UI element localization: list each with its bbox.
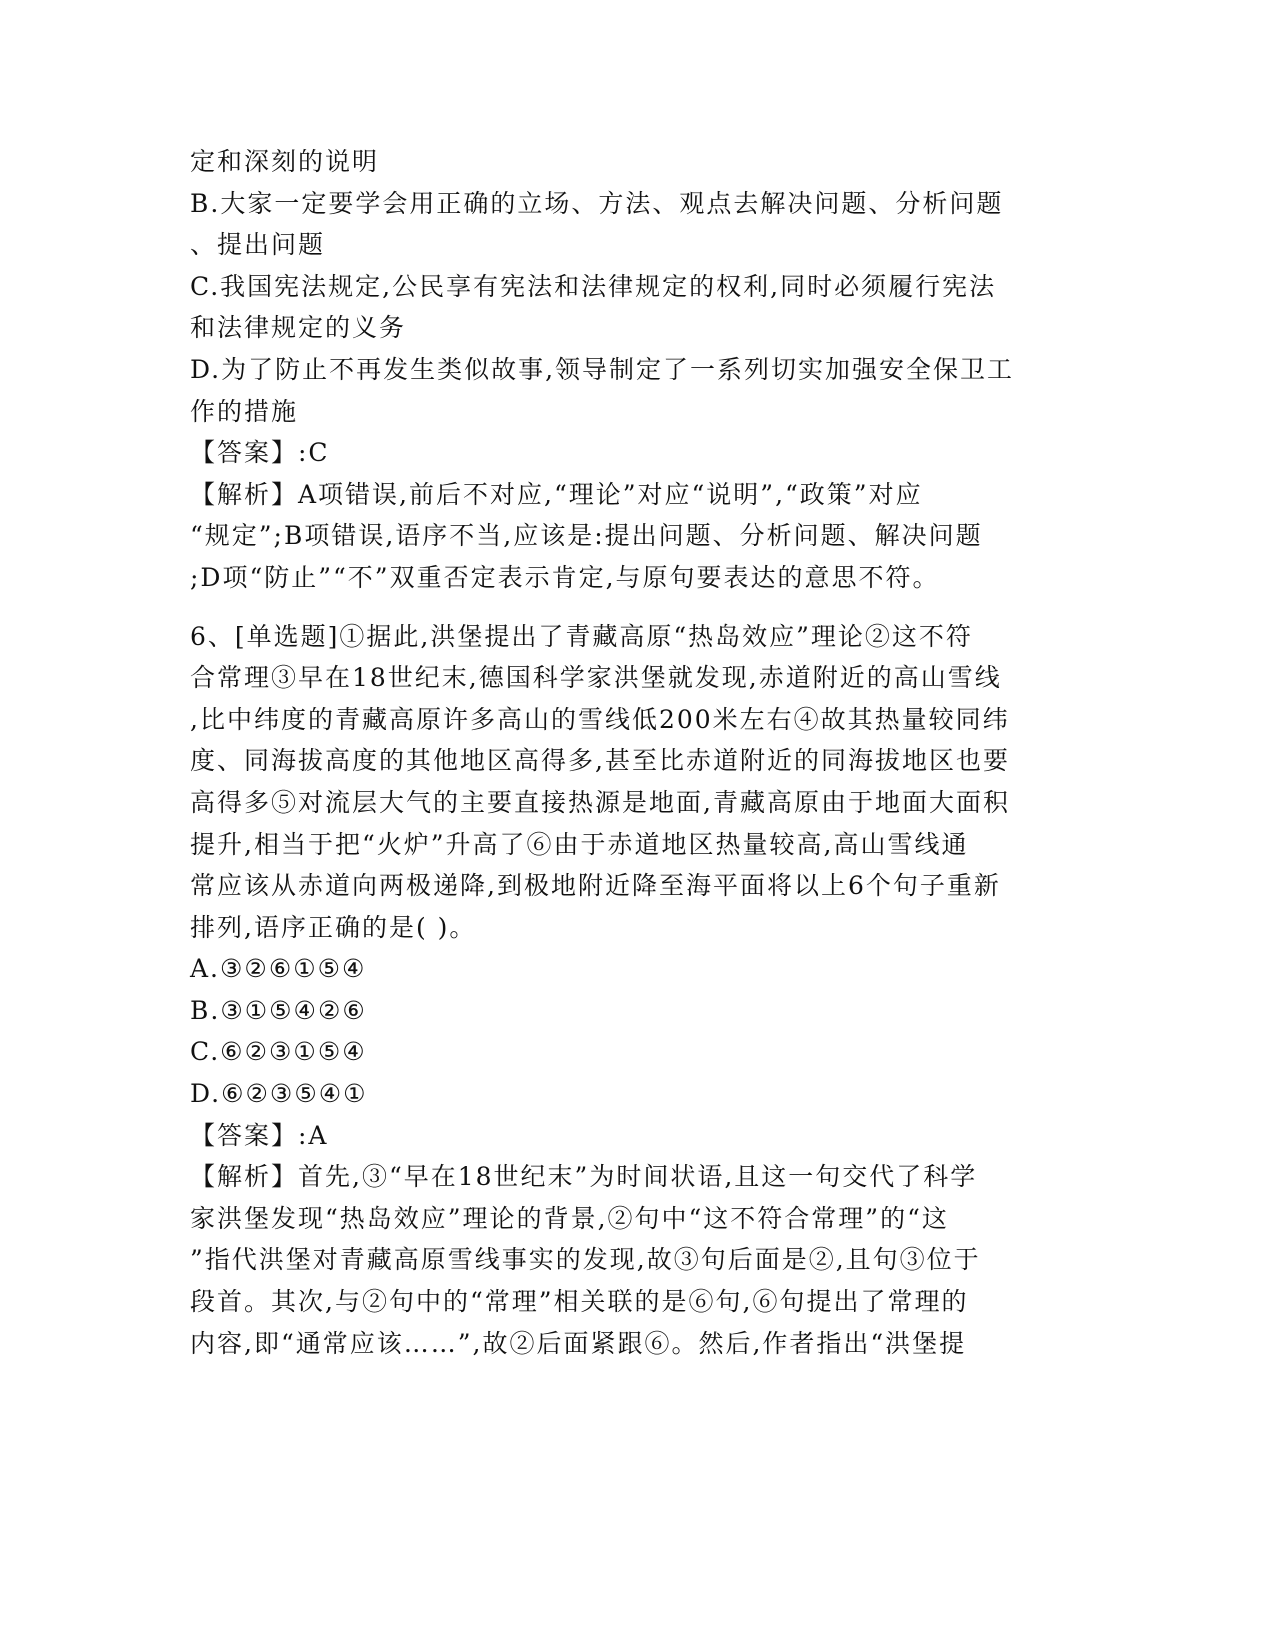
analysis-line-3: ”指代洪堡对青藏高原雪线事实的发现,故③句后面是②,且句③位于 <box>190 1245 981 1274</box>
option-d-line-1: D.为了防止不再发生类似故事,领导制定了一系列切实加强安全保卫工 <box>190 355 1015 384</box>
analysis-line-4: 段首。其次,与②句中的“常理”相关联的是⑥句,⑥句提出了常理的 <box>190 1287 969 1316</box>
option-b-line-2: 、提出问题 <box>190 230 326 259</box>
analysis-line-2: 家洪堡发现“热岛效应”理论的背景,②句中“这不符合常理”的“这 <box>190 1204 949 1233</box>
analysis-line-5: 内容,即“通常应该……”,故②后面紧跟⑥。然后,作者指出“洪堡提 <box>190 1329 967 1358</box>
analysis-line-2: “规定”;B项错误,语序不当,应该是:提出问题、分析问题、解决问题 <box>190 521 983 550</box>
question-stem-line-8: 排列,语序正确的是( )。 <box>190 913 477 942</box>
question-stem-line-7: 常应该从赤道向两极递降,到极地附近降至海平面将以上6个句子重新 <box>190 871 1001 900</box>
option-a-continuation: 定和深刻的说明 <box>190 147 380 176</box>
answer-line: 【答案】:A <box>190 1121 329 1150</box>
question-stem-line-1: 6、[单选题]①据此,洪堡提出了青藏高原“热岛效应”理论②这不符 <box>190 622 973 651</box>
question-stem-line-2: 合常理③早在18世纪末,德国科学家洪堡就发现,赤道附近的高山雪线 <box>190 663 1002 692</box>
answer-line: 【答案】:C <box>190 438 330 467</box>
option-d: D.⑥②③⑤④① <box>190 1079 368 1108</box>
analysis-line-3: ;D项“防止”“不”双重否定表示肯定,与原句要表达的意思不符。 <box>190 563 940 592</box>
question-stem-line-6: 提升,相当于把“火炉”升高了⑥由于赤道地区热量较高,高山雪线通 <box>190 830 969 859</box>
analysis-line-1: 【解析】A项错误,前后不对应,“理论”对应“说明”,“政策”对应 <box>190 480 923 509</box>
option-d-line-2: 作的措施 <box>190 397 299 426</box>
option-a: A.③②⑥①⑤④ <box>190 954 367 983</box>
option-b-line-1: B.大家一定要学会用正确的立场、方法、观点去解决问题、分析问题 <box>190 189 1004 218</box>
option-c: C.⑥②③①⑤④ <box>190 1037 367 1066</box>
question-stem-line-5: 高得多⑤对流层大气的主要直接热源是地面,青藏高原由于地面大面积 <box>190 788 1010 817</box>
option-c-line-1: C.我国宪法规定,公民享有宪法和法律规定的权利,同时必须履行宪法 <box>190 272 997 301</box>
option-c-line-2: 和法律规定的义务 <box>190 313 407 342</box>
question-stem-line-4: 度、同海拔高度的其他地区高得多,甚至比赤道附近的同海拔地区也要 <box>190 746 1010 775</box>
question-stem-line-3: ,比中纬度的青藏高原许多高山的雪线低200米左右④故其热量较同纬 <box>190 705 1010 734</box>
analysis-line-1: 【解析】首先,③“早在18世纪末”为时间状语,且这一句交代了科学 <box>190 1162 978 1191</box>
option-b: B.③①⑤④②⑥ <box>190 996 367 1025</box>
